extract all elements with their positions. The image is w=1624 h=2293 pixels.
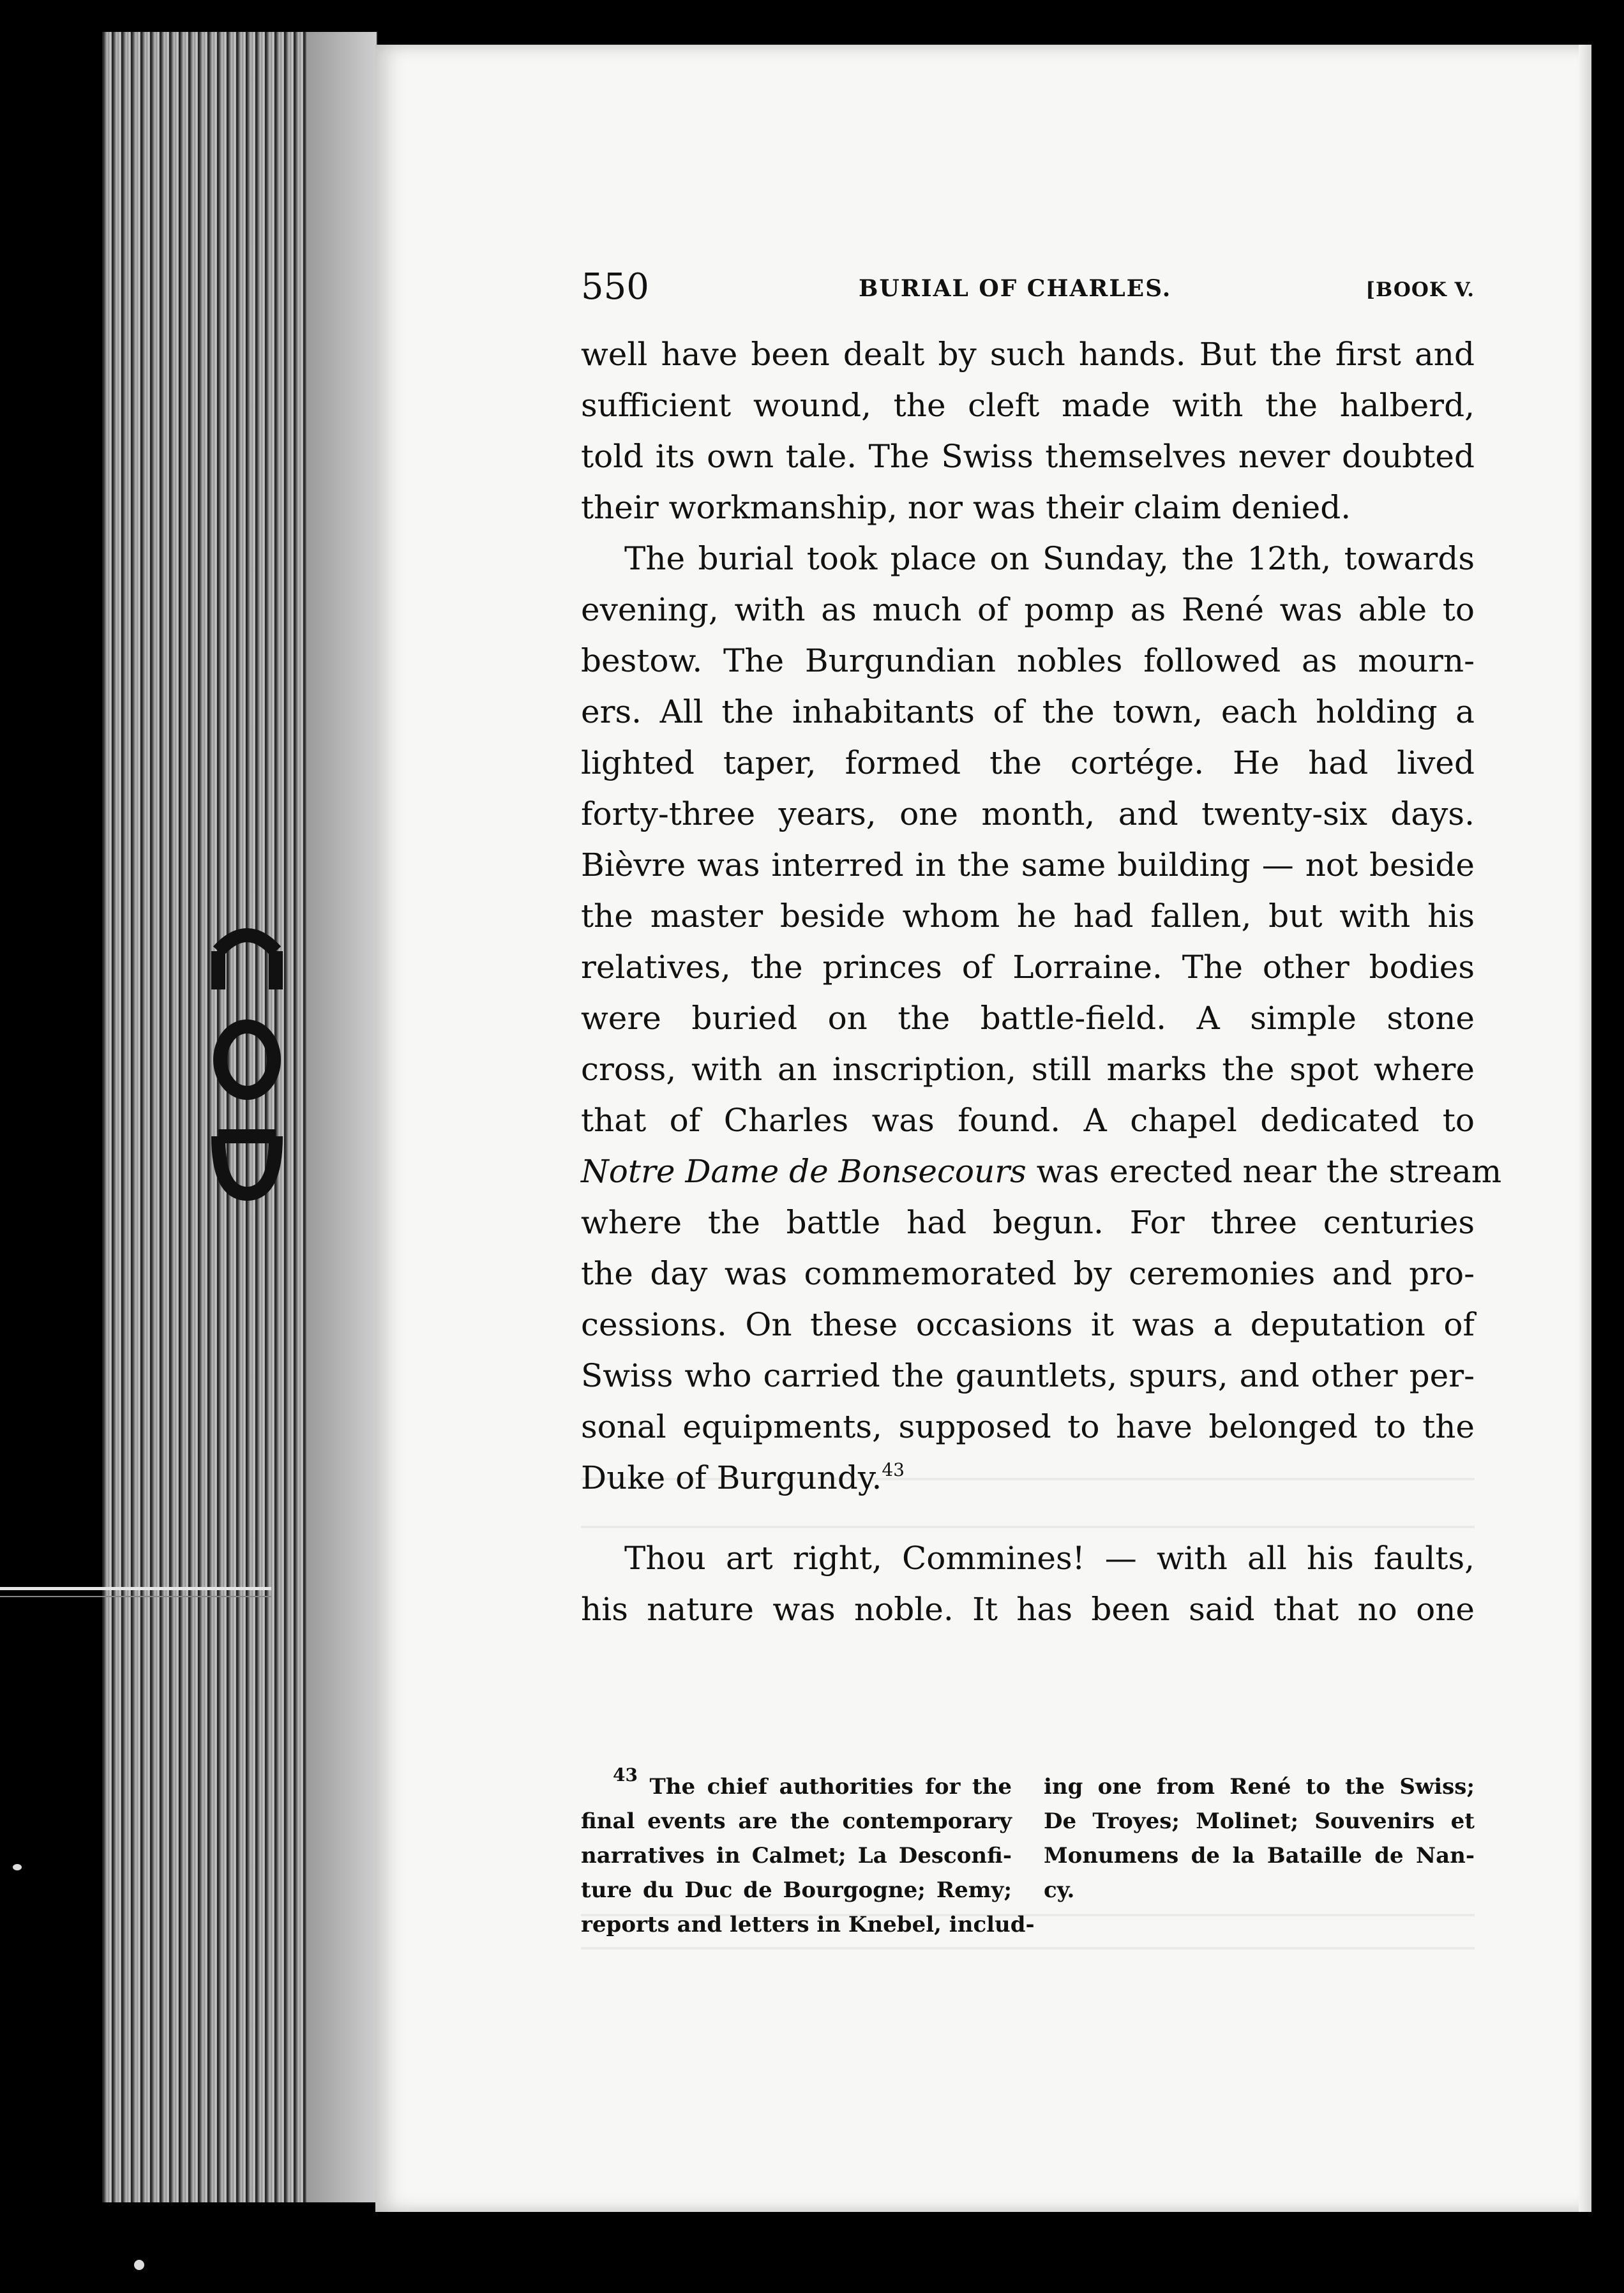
text-line: lighted taper, formed the cortége. He had lived <box>581 744 1475 781</box>
text-line: sufficient wound, the cleft made with the halberd, <box>581 387 1475 424</box>
footnote-line: De Troyes; Molinet; Souvenirs et <box>1044 1808 1475 1834</box>
book-page <box>375 45 1591 2212</box>
text-line: the master beside whom he had fallen, but with his <box>581 898 1475 935</box>
spine-lettering-icon <box>206 913 289 1219</box>
footnote-line: reports and letters in Knebel, includ- <box>581 1912 1035 1937</box>
text-line: bestow. The Burgundian nobles followed as mourn- <box>581 642 1475 679</box>
text-line: his nature was noble. It has been said that no one <box>581 1591 1475 1628</box>
footnote-line <box>581 1764 1012 1804</box>
text-line: ers. All the inhabitants of the town, each holding a <box>581 693 1475 730</box>
footnote-line: narratives in Calmet; La Desconfi- <box>581 1843 1012 1868</box>
text-line: forty-three years, one month, and twenty-six days. <box>581 795 1475 832</box>
book-label: [BOOK V. <box>1365 278 1475 301</box>
text-line: well have been dealt by such hands. But the first and <box>581 336 1475 373</box>
text-line: relatives, the princes of Lorraine. The other bodies <box>581 949 1475 986</box>
text-line: Thou art right, Commines! — with all his faults, <box>624 1540 1475 1577</box>
text-segment: was erected near the stream <box>1026 1153 1502 1190</box>
paragraph-1 <box>581 329 1475 533</box>
text-line: cross, with an inscription, still marks the spot where <box>581 1051 1475 1088</box>
page-edge-highlight <box>0 1587 271 1590</box>
text-line: were buried on the battle-field. A simple stone <box>581 1000 1475 1037</box>
footnote-line: final events are the contemporary <box>581 1808 1012 1834</box>
text-segment: The chief authorities for the <box>637 1774 1012 1800</box>
paragraph-2 <box>581 533 1502 1503</box>
show-through-mark <box>581 1478 1475 1480</box>
running-title: BURIAL OF CHARLES. <box>859 275 1172 302</box>
footnote-marker: 43 <box>613 1764 638 1786</box>
italic-phrase: Notre Dame de Bonsecours <box>581 1153 1026 1190</box>
text-line <box>581 1146 1502 1197</box>
dust-speck <box>134 2260 144 2270</box>
text-line: Bièvre was interred in the same building — not beside <box>581 846 1475 883</box>
text-line: Swiss who carried the gauntlets, spurs, and other per- <box>581 1357 1475 1394</box>
text-line: told its own tale. The Swiss themselves never doubted <box>581 438 1475 475</box>
running-head <box>581 265 1475 310</box>
page-edge-line <box>0 1596 271 1597</box>
show-through-mark <box>581 1947 1475 1950</box>
show-through-mark <box>581 1526 1475 1528</box>
dust-speck <box>13 1864 22 1870</box>
body-text <box>581 329 1502 1635</box>
paragraph-3 <box>581 1533 1475 1635</box>
footnote-line: Monumens de la Bataille de Nan- <box>1044 1843 1475 1868</box>
text-line: cessions. On these occasions it was a deputation of <box>581 1306 1475 1343</box>
text-line: where the battle had begun. For three centuries <box>581 1204 1475 1241</box>
footnote-reference[interactable]: 43 <box>882 1459 905 1480</box>
text-line: their workmanship, nor was their claim denied. <box>581 489 1351 526</box>
footnote-line: cy. <box>1044 1877 1075 1903</box>
text-segment: Duke of Burgundy. <box>581 1459 882 1496</box>
page-right-shadow <box>1579 45 1591 2212</box>
page-number: 550 <box>581 266 649 308</box>
show-through-mark <box>581 1914 1475 1916</box>
text-line: evening, with as much of pomp as René was able to <box>581 591 1475 628</box>
footnote-line: ing one from René to the Swiss; <box>1044 1774 1475 1800</box>
text-line: sonal equipments, supposed to have belonged to the <box>581 1408 1475 1445</box>
text-line: that of Charles was found. A chapel dedicated to <box>581 1102 1475 1139</box>
footnote-line: ture du Duc de Bourgogne; Remy; <box>581 1877 1012 1903</box>
text-line: the day was commemorated by ceremonies and pro- <box>581 1255 1475 1292</box>
text-line: The burial took place on Sunday, the 12th, towards <box>624 540 1475 577</box>
